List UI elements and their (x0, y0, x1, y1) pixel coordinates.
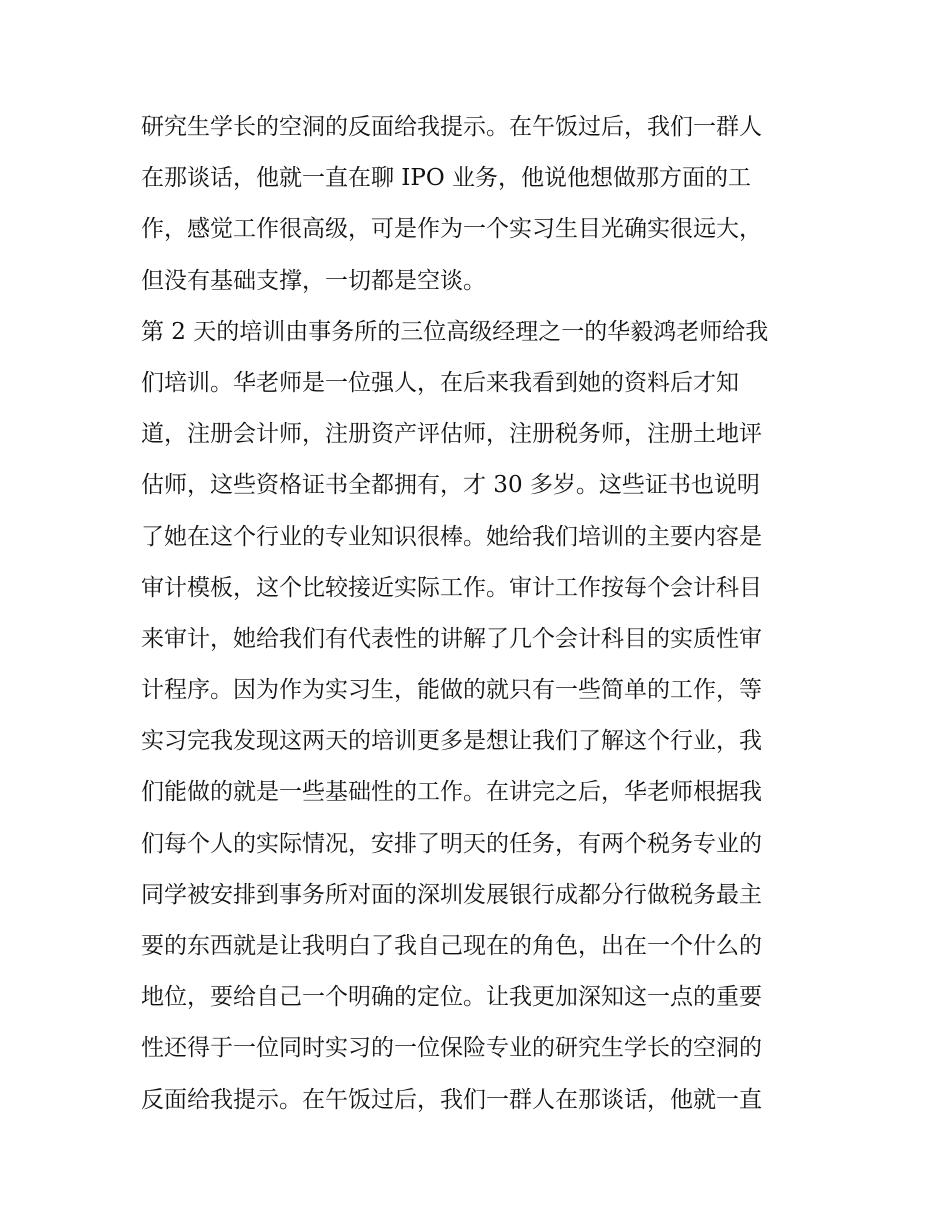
text-line: 地位，要给自己一个明确的定位。让我更加深知这一点的重要 (141, 984, 762, 1011)
text-line: 实习完我发现这两天的培训更多是想让我们了解这个行业，我 (141, 728, 762, 755)
text-line: 们能做的就是一些基础性的工作。在讲完之后，华老师根据我 (141, 779, 762, 806)
text-line: 要的东西就是让我明白了我自己现在的角色，出在一个什么的 (141, 933, 762, 959)
text-line: 计程序。因为作为实习生，能做的就只有一些简单的工作，等 (141, 677, 762, 704)
text-line: 道，注册会计师，注册资产评估师，注册税务师，注册土地评 (141, 421, 762, 448)
text-line: 性还得于一位同时实习的一位保险专业的研究生学长的空洞的 (141, 1035, 762, 1062)
text-line: 们培训。华老师是一位强人，在后来我看到她的资料后才知 (141, 369, 739, 396)
text-line: 反面给我提示。在午饭过后，我们一群人在那谈话，他就一直 (141, 1086, 762, 1113)
text-line: 估师，这些资格证书全都拥有，才 30 多岁。这些证书也说明 (141, 472, 760, 499)
text-line: 审计模板，这个比较接近实际工作。审计工作按每个会计科目 (141, 574, 762, 601)
text-line: 在那谈话，他就一直在聊 IPO 业务，他说他想做那方面的工 (141, 165, 752, 192)
text-line: 同学被安排到事务所对面的深圳发展银行成都分行做税务最主 (141, 881, 762, 908)
text-line: 来审计，她给我们有代表性的讲解了几个会计科目的实质性审 (141, 625, 762, 652)
text-line: 了她在这个行业的专业知识很棒。她给我们培训的主要内容是 (141, 523, 762, 550)
text-line: 研究生学长的空洞的反面给我提示。在午饭过后，我们一群人 (141, 114, 762, 140)
text-line: 但没有基础支撑，一切都是空谈。 (141, 267, 486, 294)
body-text (141, 102, 821, 1126)
text-line: 第 2 天的培训由事务所的三位高级经理之一的华毅鸿老师给我 (141, 318, 769, 345)
text-line: 们每个人的实际情况，安排了明天的任务，有两个税务专业的 (141, 830, 762, 857)
text-line: 作，感觉工作很高级，可是作为一个实习生目光确实很远大， (141, 216, 762, 243)
